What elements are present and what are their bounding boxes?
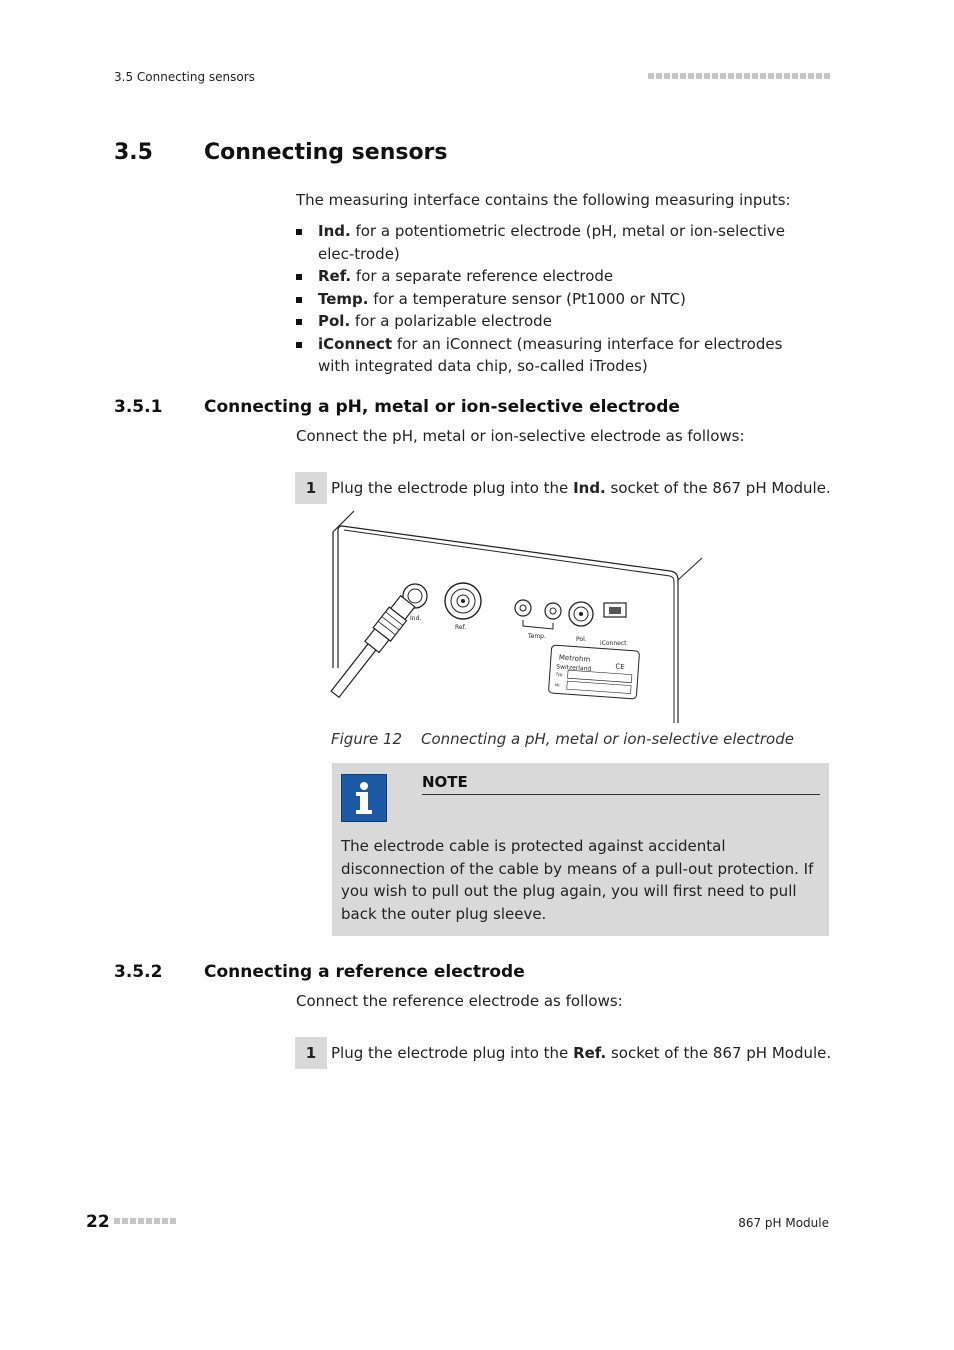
svg-text:Pol.: Pol. <box>576 636 587 643</box>
footer-decoration <box>114 1218 176 1224</box>
section-number: 3.5 <box>114 140 153 165</box>
list-item: Pol. for a polarizable electrode <box>296 310 816 333</box>
figure-12-panel-illustration <box>330 508 710 726</box>
section-heading <box>114 140 448 165</box>
page-number: 22 <box>86 1212 110 1232</box>
note-divider <box>422 794 820 795</box>
step-number: 1 <box>295 472 327 504</box>
step-1-ind <box>295 472 831 504</box>
svg-text:iConnect: iConnect <box>600 640 627 647</box>
svg-text:Ind.: Ind. <box>410 615 422 622</box>
info-icon <box>341 774 387 822</box>
inputs-list <box>296 220 816 378</box>
running-header: 3.5 Connecting sensors <box>114 70 255 84</box>
product-name: 867 pH Module <box>738 1216 829 1230</box>
step-1-ref <box>295 1037 831 1069</box>
section-title: Connecting sensors <box>204 140 448 165</box>
list-item: iConnect for an iConnect (measuring interface for electrodes with integrated data chip, so-called iTrodes) <box>296 333 816 378</box>
subsection-heading-2: 3.5.2 Connecting a reference electrode <box>114 962 525 982</box>
svg-text:Ref.: Ref. <box>455 624 467 631</box>
svg-text:Typ: Typ <box>555 671 563 677</box>
list-item: Ind. for a potentiometric electrode (pH, metal or ion-selective elec-trode) <box>296 220 816 265</box>
subsection-intro-1: Connect the pH, metal or ion-selective electrode as follows: <box>296 427 745 445</box>
note-title: NOTE <box>422 773 468 791</box>
step-text: Plug the electrode plug into the Ind. socket of the 867 pH Module. <box>331 479 831 497</box>
figure-caption: Figure 12 Connecting a pH, metal or ion-selective electrode <box>331 730 794 748</box>
step-text: Plug the electrode plug into the Ref. socket of the 867 pH Module. <box>331 1044 832 1062</box>
svg-text:CE: CE <box>615 662 626 672</box>
note-text: The electrode cable is protected against accidental disconnection of the cable by means of a pull-out protection. If you wish to pull out the plug again, you will first need to pull back the outer plug sleeve. <box>341 837 814 923</box>
header-decoration <box>648 73 830 79</box>
svg-text:Metrohm: Metrohm <box>558 653 591 664</box>
svg-text:Switzerland: Switzerland <box>556 663 592 673</box>
subsection-heading-1: 3.5.1 Connecting a pH, metal or ion-selective electrode <box>114 397 680 417</box>
svg-text:Nr.: Nr. <box>554 682 561 688</box>
svg-text:Temp.: Temp. <box>528 633 546 640</box>
list-item: Temp. for a temperature sensor (Pt1000 or NTC) <box>296 288 816 311</box>
step-number: 1 <box>295 1037 327 1069</box>
subsection-intro-2: Connect the reference electrode as follows: <box>296 992 623 1010</box>
list-item: Ref. for a separate reference electrode <box>296 265 816 288</box>
section-intro: The measuring interface contains the following measuring inputs: <box>296 191 791 209</box>
